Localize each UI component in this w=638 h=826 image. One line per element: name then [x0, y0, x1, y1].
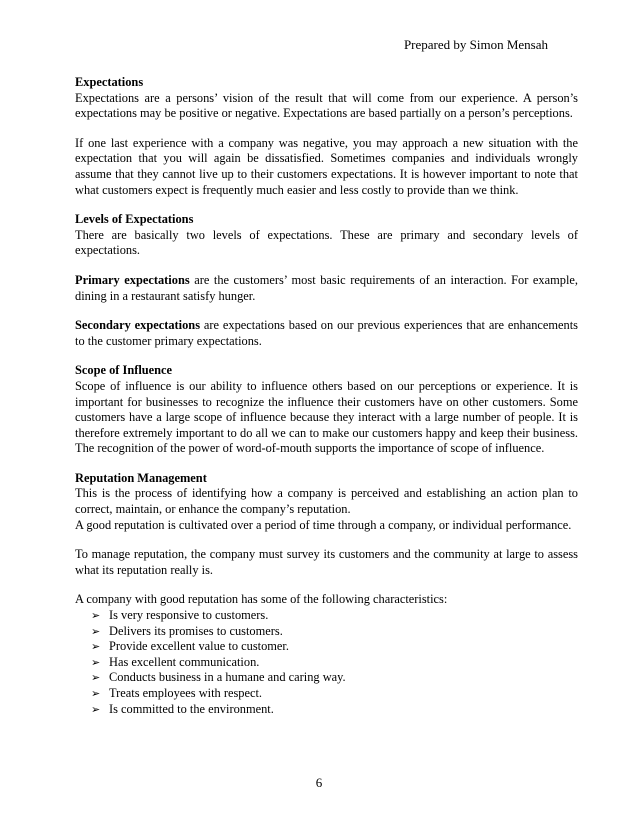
heading-scope: Scope of Influence: [75, 363, 173, 378]
document-body: [75, 75, 578, 717]
list-item: [91, 655, 578, 671]
paragraph-reputation-1: This is the process of identifying how a company is perceived and establishing an action plan to correct, maintain, or enhance the company’s reputation.: [75, 486, 578, 517]
heading-expectations: Expectations: [75, 75, 144, 89]
arrow-check-icon: ➢: [91, 640, 101, 654]
list-item-text: Has excellent communication.: [109, 654, 260, 669]
section-scope: [75, 363, 578, 457]
section-secondary: [75, 318, 578, 349]
list-item-text: Is very responsive to customers.: [109, 608, 269, 623]
section-primary: [75, 273, 578, 304]
heading-levels: Levels of Expectations: [75, 212, 194, 227]
arrow-check-icon: ➢: [91, 655, 101, 669]
arrow-check-icon: ➢: [91, 702, 101, 716]
term-primary: Primary expectations: [75, 272, 190, 287]
list-item: [91, 608, 578, 624]
characteristics-block: [75, 592, 578, 717]
list-intro: A company with good reputation has some of the following characteristics:: [75, 592, 448, 607]
list-item: [91, 686, 578, 702]
list-item-text: Delivers its promises to customers.: [109, 623, 283, 638]
paragraph-levels: There are basically two levels of expectations. These are primary and secondary levels of expectations.: [75, 227, 578, 258]
list-item: [91, 670, 578, 686]
paragraph-scope: Scope of influence is our ability to influence others based on our perceptions or experience. It is important for businesses to recognize the influence their customers have on other customers. Some customers have a large scope of influence because they interact with a large number of people. It is therefore extremely important to do all we can to make our customers happy and keep their business. The recognition of the power of word-of-mouth supports the importance of scope of influence.: [75, 378, 578, 456]
section-expectations: [75, 75, 578, 122]
list-item-text: Is committed to the environment.: [109, 701, 274, 716]
list-item: [91, 639, 578, 655]
page-number: 6: [315, 775, 323, 790]
header-author: Prepared by Simon Mensah: [403, 37, 548, 52]
section-reputation: [75, 471, 578, 533]
paragraph-expectations-2: If one last experience with a company was negative, you may approach a new situation with the expectation that you will again be dissatisfied. Sometimes companies and individuals wrongly assume that they cannot live up to their customers expectations. It is however important to note that what customers expect is frequently much easier and less costly to provide than we think.: [75, 135, 578, 197]
paragraph-reputation-2: A good reputation is cultivated over a period of time through a company, or individual performance.: [75, 517, 572, 532]
arrow-check-icon: ➢: [91, 671, 101, 685]
list-item-text: Treats employees with respect.: [109, 686, 263, 700]
arrow-check-icon: ➢: [91, 687, 101, 700]
list-item-text: Provide excellent value to customer.: [109, 639, 289, 654]
arrow-check-icon: ➢: [91, 609, 101, 623]
paragraph-expectations-1: Expectations are a persons’ vision of the result that will come from our experience. A person’s expectations may be positive or negative. Expectations are based partially on a person’s perceptions.: [75, 90, 578, 121]
section-levels: [75, 212, 578, 259]
characteristics-list: [75, 608, 578, 717]
heading-reputation: Reputation Management: [75, 470, 207, 485]
paragraph-reputation-3: To manage reputation, the company must survey its customers and the community at large to assess what its reputation really is.: [75, 547, 578, 577]
list-item: [91, 624, 578, 640]
paragraph-primary: are the customers’ most basic requirements of an interaction. For example, dining in a restaurant satisfy hunger.: [75, 272, 578, 303]
arrow-check-icon: ➢: [91, 624, 101, 638]
paragraph-secondary: are expectations based on our previous experiences that are enhancements to the customer primary expectations.: [75, 318, 578, 348]
list-item-text: Conducts business in a humane and caring way.: [109, 670, 346, 685]
term-secondary: Secondary expectations: [75, 318, 201, 333]
list-item: [91, 702, 578, 718]
